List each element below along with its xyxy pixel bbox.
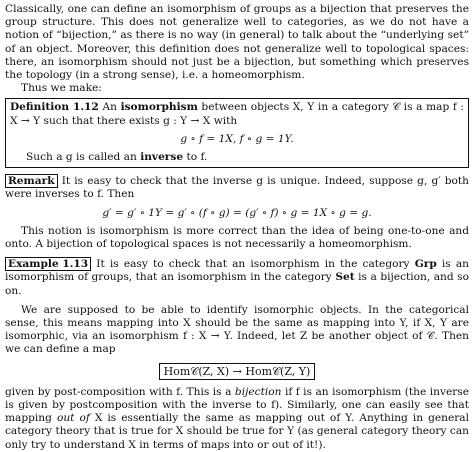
hom-map-box: Hom𝒞(Z, X) → Hom𝒞(Z, Y) <box>159 363 316 380</box>
remark-paragraph: Remark It is easy to check that the inverse g is unique. Indeed, suppose g, g′ both were inverses to f. Then <box>5 175 470 201</box>
remark-equation: g′ = g′ ∘ 1Y = g′ ∘ (f ∘ g) = (g′ ∘ f) ∘ g = 1X ∘ g = g. <box>102 206 372 219</box>
out-of-emphasis: out of <box>56 412 90 425</box>
bijection-emphasis: bijection <box>234 385 282 398</box>
example-label: Example 1.13 <box>5 257 91 271</box>
definition-equation: g ∘ f = 1X, f ∘ g = 1Y. <box>180 132 294 145</box>
definition-term: isomorphism <box>120 101 198 114</box>
category-grp: Grp <box>414 258 437 271</box>
remark-note: This notion is isomorphism is more correct than the idea of being one-to-one and onto. A bijection of topological spaces is not necessarily a homeomorphism. <box>5 224 469 251</box>
definition-text: Definition 1.12 An isomorphism between objects X, Y in a category 𝒞 is a map f : X → Y such that there exists g : Y → X with <box>10 101 464 127</box>
definition-label: Definition 1.12 <box>10 101 99 114</box>
intro-paragraph: Classically, one can define an isomorphism of groups as a bijection that preserves the group structure. This does not generalize well to categories, as we do not have a notion of “bijection,” as there is no way (in general) to talk about the “underlying set” of an object. Moreover, this definition does not generalize well to topological spaces: there, an isomorphism should not just be a bijection, but something which preserves the topology (in a strong sense), i.e. a homeomorphism. <box>5 3 469 82</box>
example-paragraph: Example 1.13 It is easy to check that an isomorphism in the category Grp is an isomorphism of groups, that an isomorphism in the category Set is a bijection, and so on. <box>5 258 469 297</box>
remark-label: Remark <box>5 174 58 188</box>
closing-paragraph: We are supposed to be able to identify isomorphic objects. In the categorical sense, this means mapping into X should be the same as mapping into Y, if X, Y are isomorphic, via an isomorphism f : X → Y. Indeed, let Z be another object of 𝒞. Then we can define a map <box>5 303 469 356</box>
category-set: Set <box>335 271 355 284</box>
closing-paragraph-2: given by post-composition with f. This is a bijection if f is an isomorphism (the inverse is given by postcomposition with the inverse to f). Similarly, one can easily see that mapping out of X is essentially the same as mapping out of Y. Anything in general category theory that is true for X should be true for Y (as general category theory can only try to understand X in terms of maps into or out of it!). <box>5 385 470 451</box>
definition-closing: Such a g is called an inverse to f. <box>26 151 208 164</box>
hom-map-equation <box>5 363 469 380</box>
intro-lead-in: Thus we make: <box>21 82 102 95</box>
inverse-term: inverse <box>140 151 184 164</box>
document-page <box>5 3 469 452</box>
definition-box <box>5 98 469 168</box>
